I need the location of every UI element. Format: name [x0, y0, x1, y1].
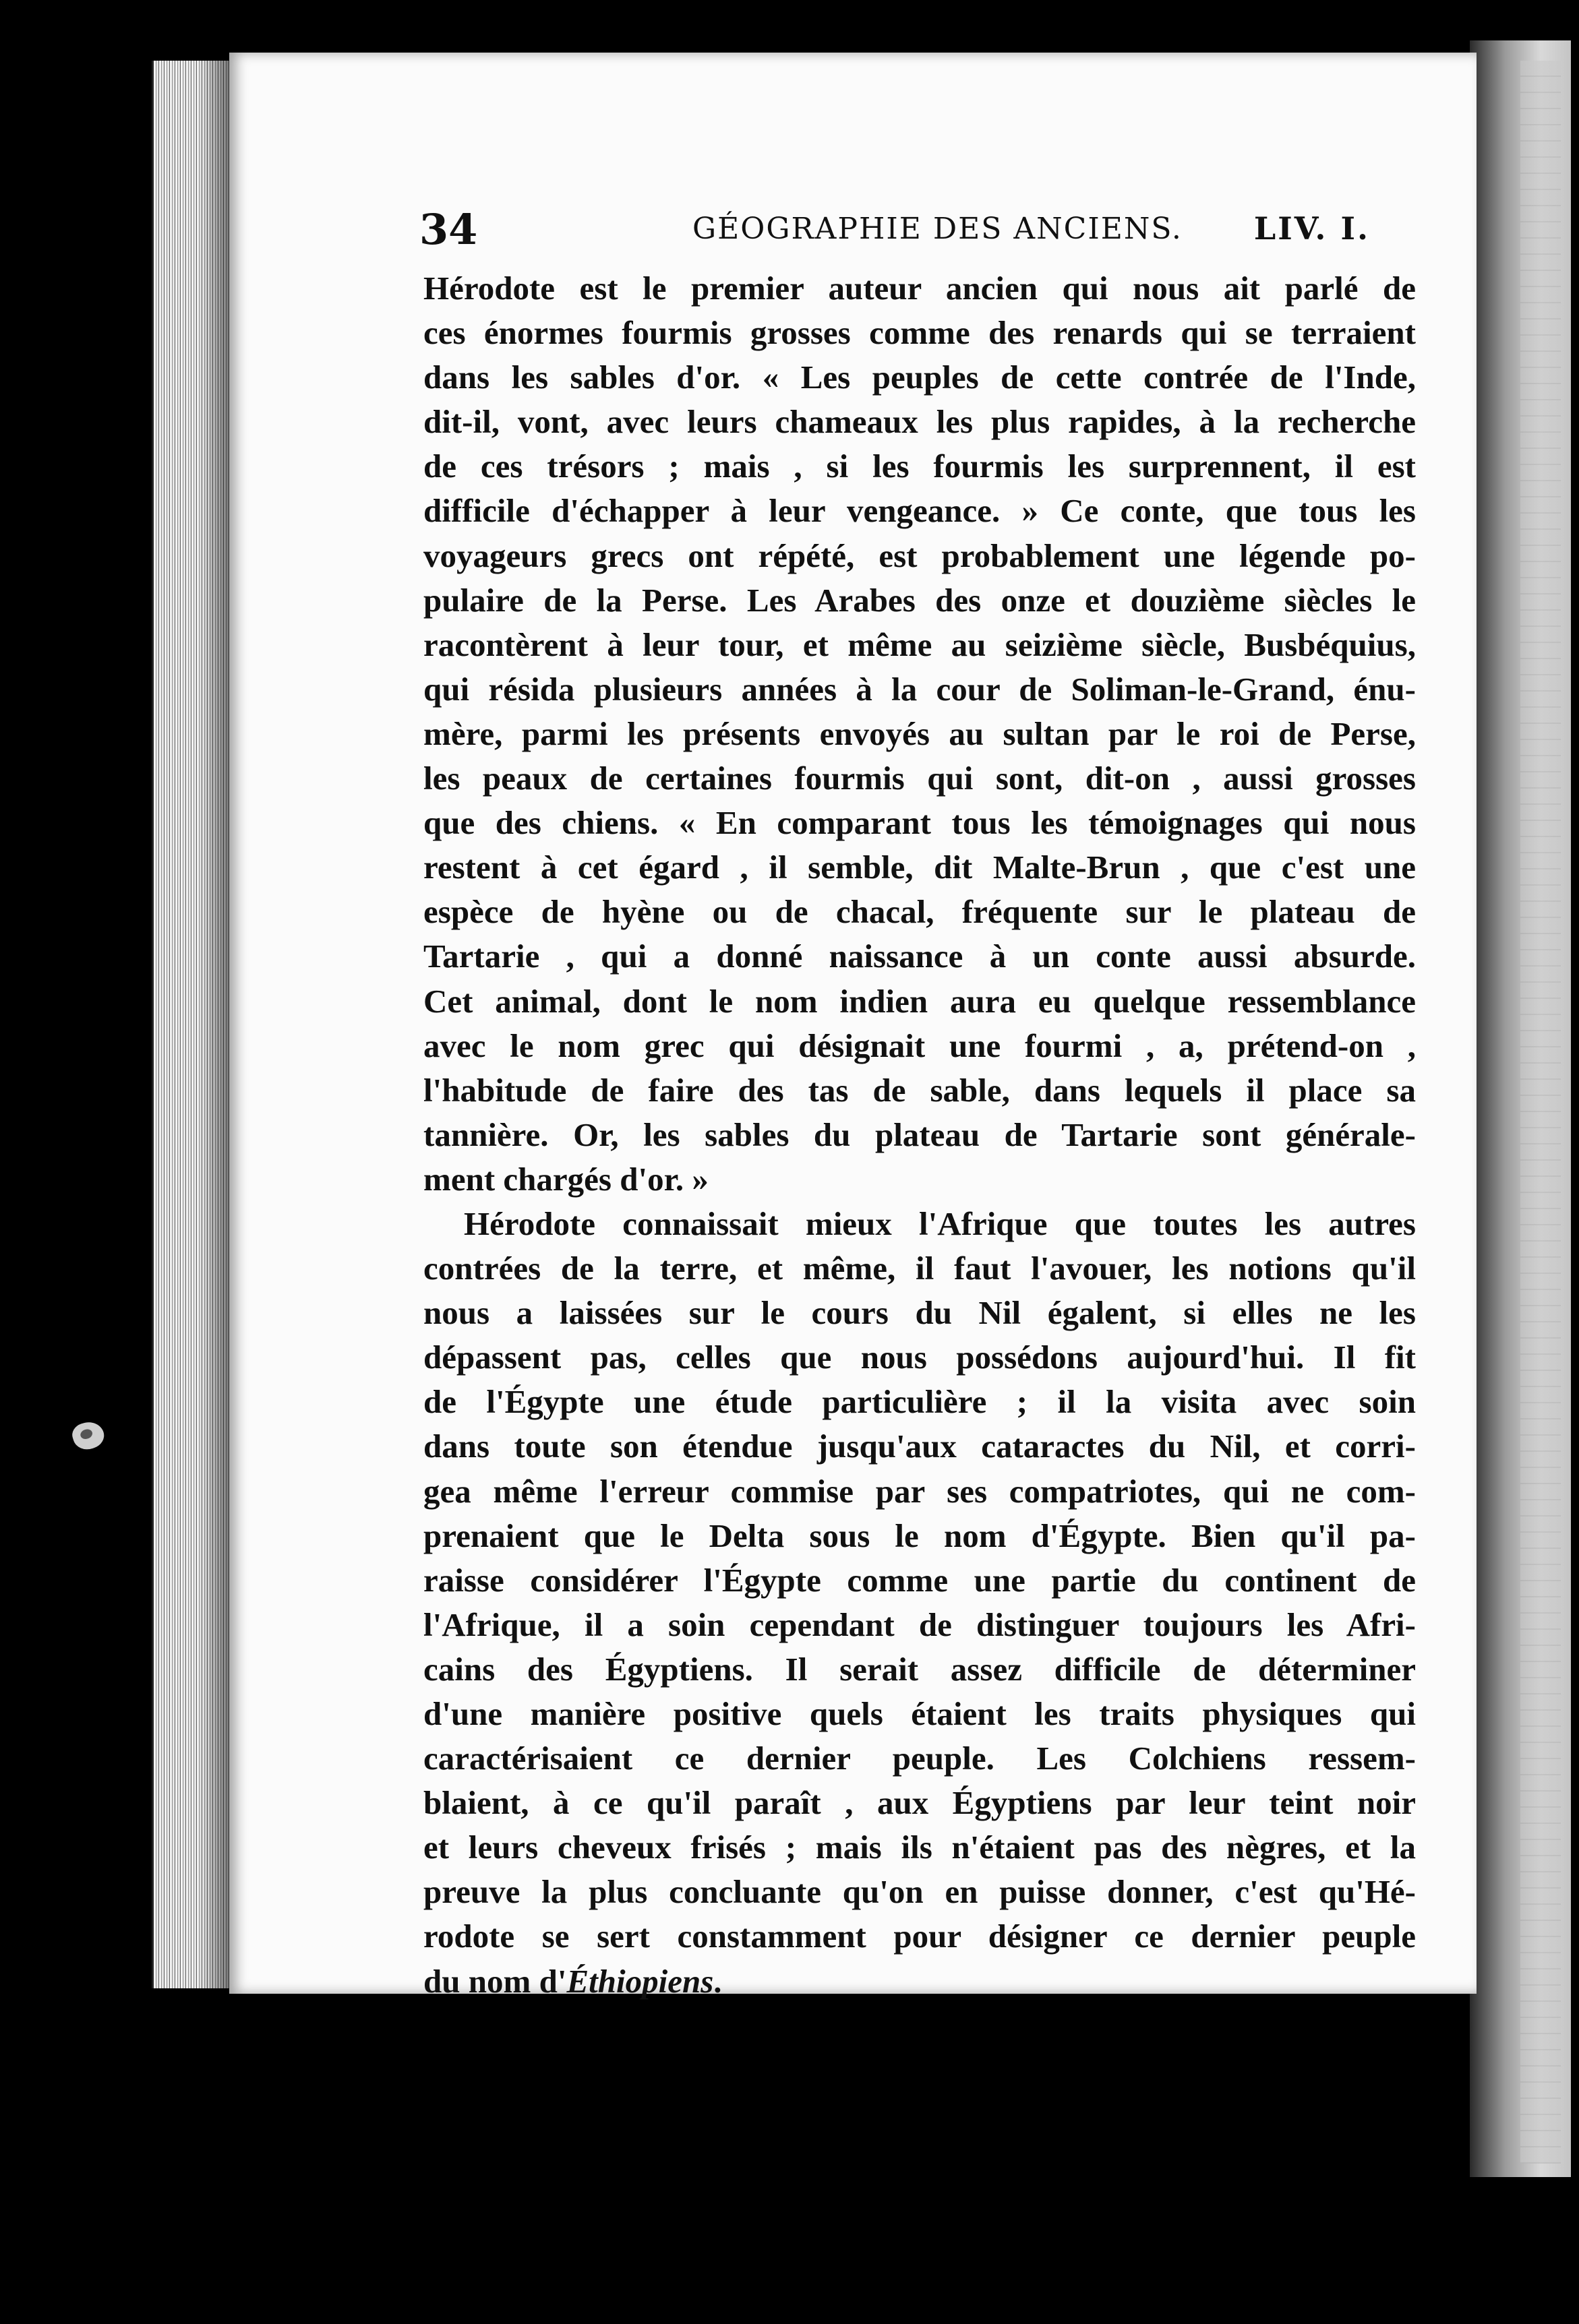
text-line: restent à cet égard , il semble, dit Malte-Brun , que c'est une	[423, 849, 1416, 886]
text-line: racontèrent à leur tour, et même au seizième siècle, Busbéquius,	[423, 625, 1416, 663]
text-line: raisse considérer l'Égypte comme une partie du continent de	[423, 1561, 1416, 1599]
text-line: caractérisaient ce dernier peuple. Les Colchiens ressem-	[423, 1740, 1416, 1777]
text-line: Cet animal, dont le nom indien aura eu quelque ressemblance	[423, 982, 1416, 1020]
text-line-suffix: .	[713, 1962, 722, 2000]
scan-artifact	[69, 1418, 107, 1453]
page-number: 34	[419, 205, 478, 254]
text-line: rodote se sert constamment pour désigner ce dernier peuple	[423, 1918, 1416, 1955]
text-line: mère, parmi les présents envoyés au sultan par le roi de Perse,	[423, 714, 1416, 752]
text-line: Tartarie , qui a donné naissance à un conte aussi absurde.	[423, 938, 1416, 975]
text-line: ces énormes fourmis grosses comme des renards qui se terraient	[423, 314, 1416, 352]
running-header	[419, 202, 1370, 256]
text-line: que des chiens. « En comparant tous les témoignages qui nous	[423, 804, 1416, 842]
text-line: l'Afrique, il a soin cependant de distinguer toujours les Afri-	[423, 1606, 1416, 1643]
text-line: Hérodote est le premier auteur ancien qui nous ait parlé de	[423, 270, 1416, 307]
italic-term: Éthiopiens	[566, 1962, 714, 2000]
facing-page-text-bleed	[1520, 61, 1561, 2164]
text-line: dans les sables d'or. « Les peuples de cette contrée de l'Inde,	[423, 359, 1416, 396]
gutter-shadow	[199, 61, 233, 1988]
text-line: ment chargés d'or. »	[423, 1160, 709, 1198]
text-line-prefix: du nom d'	[423, 1962, 567, 2000]
text-line: voyageurs grecs ont répété, est probablement une légende po-	[423, 537, 1416, 574]
text-line: preuve la plus concluante qu'on en puisse donner, c'est qu'Hé-	[423, 1873, 1416, 1911]
text-line: prenaient que le Delta sous le nom d'Égypte. Bien qu'il pa-	[423, 1517, 1416, 1554]
text-line: qui résida plusieurs années à la cour de Soliman-le-Grand, énu-	[423, 670, 1416, 708]
text-line: d'une manière positive quels étaient les traits physiques qui	[423, 1695, 1416, 1732]
running-title: GÉOGRAPHIE DES ANCIENS.	[692, 212, 1183, 246]
text-line: gea même l'erreur commise par ses compatriotes, qui ne com-	[423, 1472, 1416, 1510]
text-line: dépassent pas, celles que nous possédons aujourd'hui. Il fit	[423, 1339, 1416, 1376]
text-line: pulaire de la Perse. Les Arabes des onze et douzième siècles le	[423, 581, 1416, 619]
text-line	[423, 1959, 1416, 2004]
text-line: Hérodote connaissait mieux l'Afrique que toutes les autres	[464, 1204, 1416, 1242]
book-number: LIV. I.	[1253, 210, 1370, 247]
paragraph	[423, 266, 1416, 1202]
text-line: contrées de la terre, et même, il faut l'avouer, les notions qu'il	[423, 1250, 1416, 1287]
text-line: avec le nom grec qui désignait une fourmi , a, prétend-on ,	[423, 1027, 1416, 1064]
text-line: l'habitude de faire des tas de sable, dans lequels il place sa	[423, 1071, 1416, 1109]
body-text	[423, 266, 1416, 2004]
text-line: et leurs cheveux frisés ; mais ils n'étaient pas des nègres, et la	[423, 1829, 1416, 1866]
text-line: dans toute son étendue jusqu'aux cataractes du Nil, et corri-	[423, 1428, 1416, 1465]
text-line: dit-il, vont, avec leurs chameaux les plus rapides, à la recherche	[423, 403, 1416, 441]
text-line: cains des Égyptiens. Il serait assez difficile de déterminer	[423, 1650, 1416, 1688]
text-line: espèce de hyène ou de chacal, fréquente sur le plateau de	[423, 893, 1416, 931]
text-line: de l'Égypte une étude particulière ; il la visita avec soin	[423, 1383, 1416, 1421]
text-line: tannière. Or, les sables du plateau de Tartarie sont générale-	[423, 1115, 1416, 1153]
text-line: difficile d'échapper à leur vengeance. » Ce conte, que tous les	[423, 492, 1416, 530]
text-line: blaient, à ce qu'il paraît , aux Égyptiens par leur teint noir	[423, 1784, 1416, 1822]
text-line: les peaux de certaines fourmis qui sont, dit-on , aussi grosses	[423, 760, 1416, 797]
text-line: nous a laissées sur le cours du Nil égalent, si elles ne les	[423, 1294, 1416, 1332]
text-line: de ces trésors ; mais , si les fourmis les surprennent, il est	[423, 448, 1416, 485]
paragraph	[423, 1202, 1416, 2004]
